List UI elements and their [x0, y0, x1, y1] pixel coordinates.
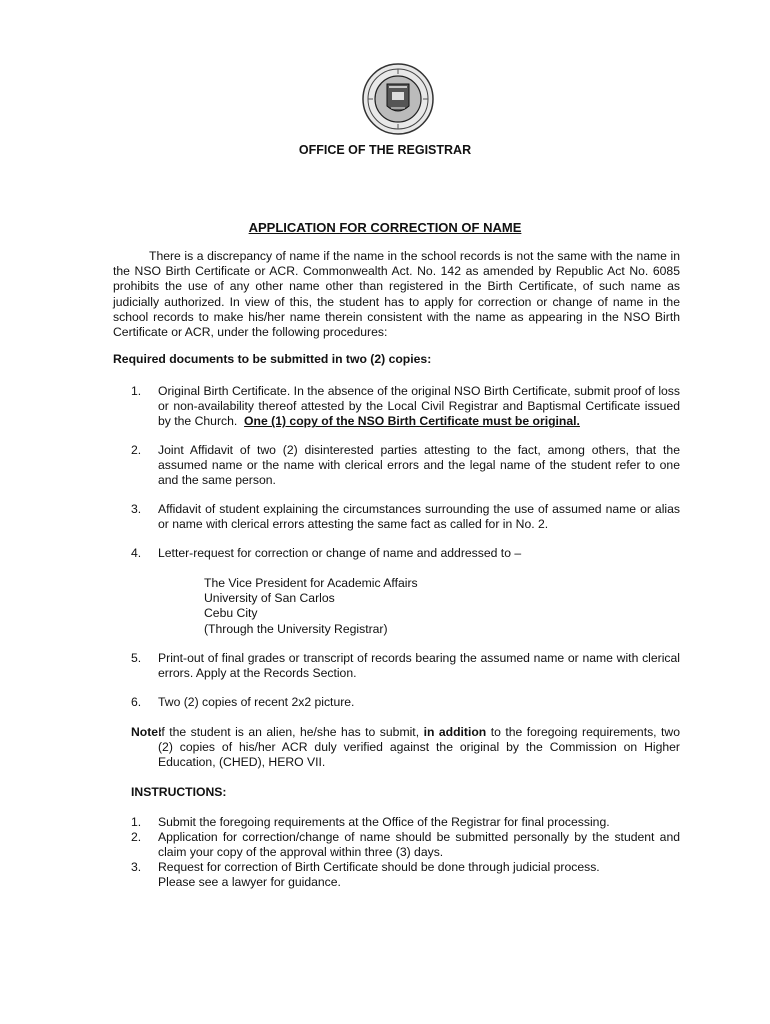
list-item [113, 695, 680, 710]
item-text: Letter-request for correction or change of name and addressed to – [158, 546, 522, 560]
intro-paragraph: There is a discrepancy of name if the name in the school records is not the same with the name in the NSO Birth Certificate or ACR. Commonwealth Act. No. 142 as amended by Republic Act No. 6085 prohibits the use of any other name other than registered in the Birth Certificate, of such name as judicially authorized. In view of this, the student has to apply for correction or change of name in the school records to make his/her name therein consistent with the name as appearing in the NSO Birth Certificate or ACR, under the following procedures: [113, 249, 680, 340]
list-item [113, 502, 680, 532]
list-item [113, 651, 680, 681]
item-number: 5. [131, 651, 142, 665]
required-heading: Required documents to be submitted in two (2) copies: [113, 352, 432, 366]
note-label: Note: [131, 725, 163, 739]
address-line: Cebu City [204, 606, 258, 621]
instruction-item [113, 860, 680, 890]
office-heading: OFFICE OF THE REGISTRAR [298, 143, 472, 157]
instructions-heading: INSTRUCTIONS: [131, 785, 227, 799]
item-text-continued: Please see a lawyer for guidance. [158, 875, 341, 890]
item-number: 1. [131, 815, 142, 829]
item-text: Two (2) copies of recent 2x2 picture. [158, 695, 355, 709]
item-text: Print-out of final grades or transcript of records bearing the assumed name or name with clerical errors. Apply at the Records Section. [158, 651, 680, 681]
item-number: 2. [131, 830, 142, 844]
list-item [113, 546, 680, 561]
item-text: Joint Affidavit of two (2) disinterested parties attesting to the fact, among others, that the assumed name or the name with clerical errors and the legal name of the student refer to one and the same person. [158, 443, 680, 488]
address-line: University of San Carlos [204, 591, 335, 606]
note-block [113, 725, 680, 771]
university-seal-icon [361, 62, 435, 136]
address-line: (Through the University Registrar) [204, 621, 388, 636]
document-title: APPLICATION FOR CORRECTION OF NAME [248, 220, 522, 235]
list-item [113, 384, 680, 430]
item-number: 3. [131, 502, 142, 516]
item-number: 4. [131, 546, 142, 560]
item-number: 1. [131, 384, 142, 398]
note-text: If the student is an alien, he/she has to submit, in addition to the foregoing requirements, two (2) copies of his/her ACR duly verified against the original by the Commission on Higher Education, (CHED), HERO VII. [158, 725, 680, 770]
note-emphasis: in addition [423, 725, 487, 739]
item-number: 2. [131, 443, 142, 457]
address-line: The Vice President for Academic Affairs [204, 576, 418, 590]
instruction-item [113, 815, 680, 830]
item-text: Original Birth Certificate. In the absence of the original NSO Birth Certificate, submit proof of loss or non-availability thereof attested by the Local Civil Registrar and Baptismal Certificate issued by the Church. One (1) copy of the NSO Birth Certificate must be original. [158, 384, 680, 429]
item-text: Submit the foregoing requirements at the Office of the Registrar for final processing. [158, 815, 610, 829]
item-text: Request for correction of Birth Certificate should be done through judicial process. [158, 860, 600, 874]
item-text: Affidavit of student explaining the circumstances surrounding the use of assumed name or alias or name with clerical errors attesting the same fact as called for in No. 2. [158, 502, 680, 532]
address-block [113, 576, 680, 637]
item-text: Application for correction/change of name should be submitted personally by the student and claim your copy of the approval within three (3) days. [158, 830, 680, 860]
item-emphasis: One (1) copy of the NSO Birth Certificate must be original. [244, 414, 580, 429]
instruction-item [113, 830, 680, 860]
item-number: 6. [131, 695, 142, 709]
list-item [113, 443, 680, 489]
item-number: 3. [131, 860, 142, 874]
